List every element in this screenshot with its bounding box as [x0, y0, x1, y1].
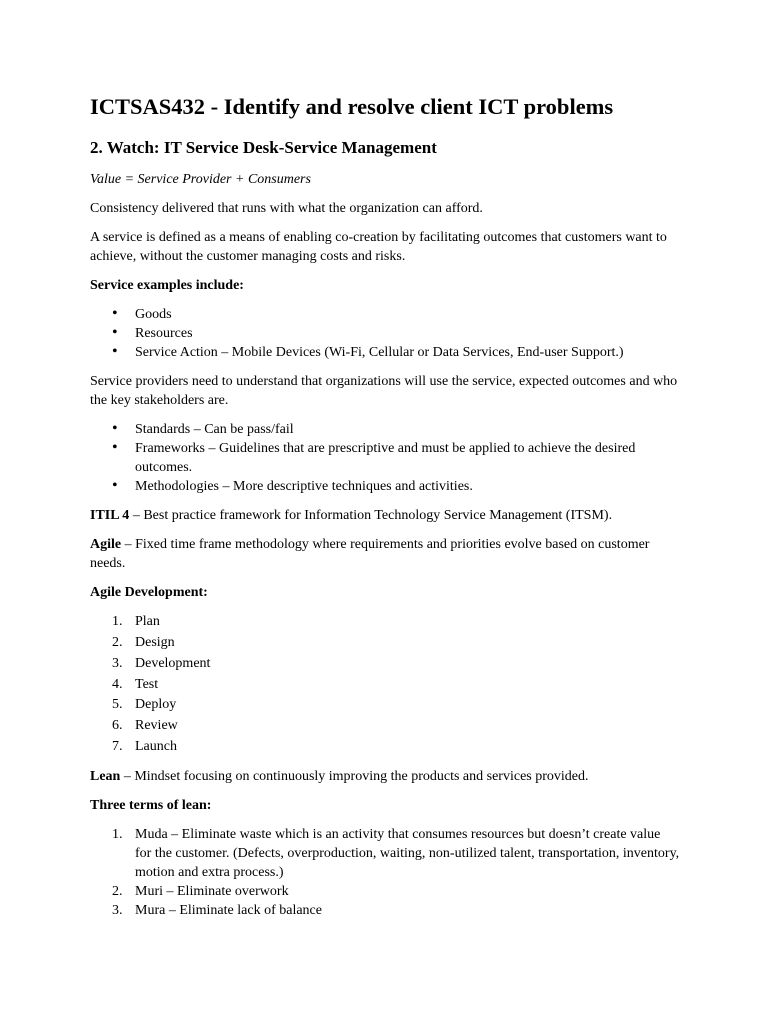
list-item: 3. Development	[112, 655, 211, 671]
page-content	[90, 93, 680, 920]
itil-term: ITIL 4	[90, 508, 130, 524]
lean-terms-heading: Three terms of lean:	[90, 798, 212, 814]
list-item: 4. Test	[112, 676, 159, 692]
list-item: • Methodologies – More descriptive techniques and activities.	[90, 477, 680, 496]
lean-terms-list	[90, 825, 680, 920]
list-item: 2. Design	[112, 635, 175, 651]
list-item: 5. Deploy	[112, 697, 177, 713]
providers-paragraph: Service providers need to understand that organizations will use the service, expected outcomes and who the key stakeholders are.	[90, 374, 678, 409]
document-title: ICTSAS432 - Identify and resolve client ICT problems	[90, 94, 614, 119]
lean-definition: Lean – Mindset focusing on continuously improving the products and services provided.	[90, 769, 589, 785]
agile-development-heading: Agile Development:	[90, 585, 208, 601]
service-examples-heading: Service examples include:	[90, 278, 244, 294]
list-item: 2. Muri – Eliminate overwork	[112, 884, 289, 900]
service-definition-paragraph: A service is defined as a means of enabling co-creation by facilitating outcomes that customers want to achieve, without the customer managing costs and risks.	[90, 230, 667, 265]
list-item: 6. Review	[112, 717, 178, 733]
list-item: • Goods	[90, 305, 680, 324]
agile-definition: Agile – Fixed time frame methodology where requirements and priorities evolve based on customer needs.	[90, 537, 650, 572]
lean-term: Lean	[90, 769, 121, 785]
list-item: 1. Plan	[112, 614, 160, 630]
list-item: • Service Action – Mobile Devices (Wi-Fi, Cellular or Data Services, End-user Support.)	[90, 343, 680, 362]
list-item: 3. Mura – Eliminate lack of balance	[112, 903, 322, 919]
practices-list	[90, 420, 680, 496]
agile-term: Agile	[90, 537, 122, 553]
consistency-paragraph: Consistency delivered that runs with what the organization can afford.	[90, 201, 483, 217]
itil-definition: ITIL 4 – Best practice framework for Information Technology Service Management (ITSM).	[90, 508, 613, 524]
list-item: • Resources	[90, 324, 680, 343]
list-item: 7. Launch	[112, 738, 177, 754]
value-formula: Value = Service Provider + Consumers	[90, 172, 311, 188]
list-item: 1. Muda – Eliminate waste which is an activity that consumes resources but doesn’t create value for the customer. (Defects, overproduction, waiting, non-utilized talent, transportation, inventory, motion and extra process.)	[112, 827, 680, 881]
service-examples-list	[90, 305, 680, 362]
section-heading: 2. Watch: IT Service Desk-Service Management	[90, 138, 437, 157]
agile-steps-list	[90, 612, 680, 757]
list-item: • Standards – Can be pass/fail	[90, 420, 680, 439]
list-item: • Frameworks – Guidelines that are prescriptive and must be applied to achieve the desired outcomes.	[90, 439, 680, 477]
